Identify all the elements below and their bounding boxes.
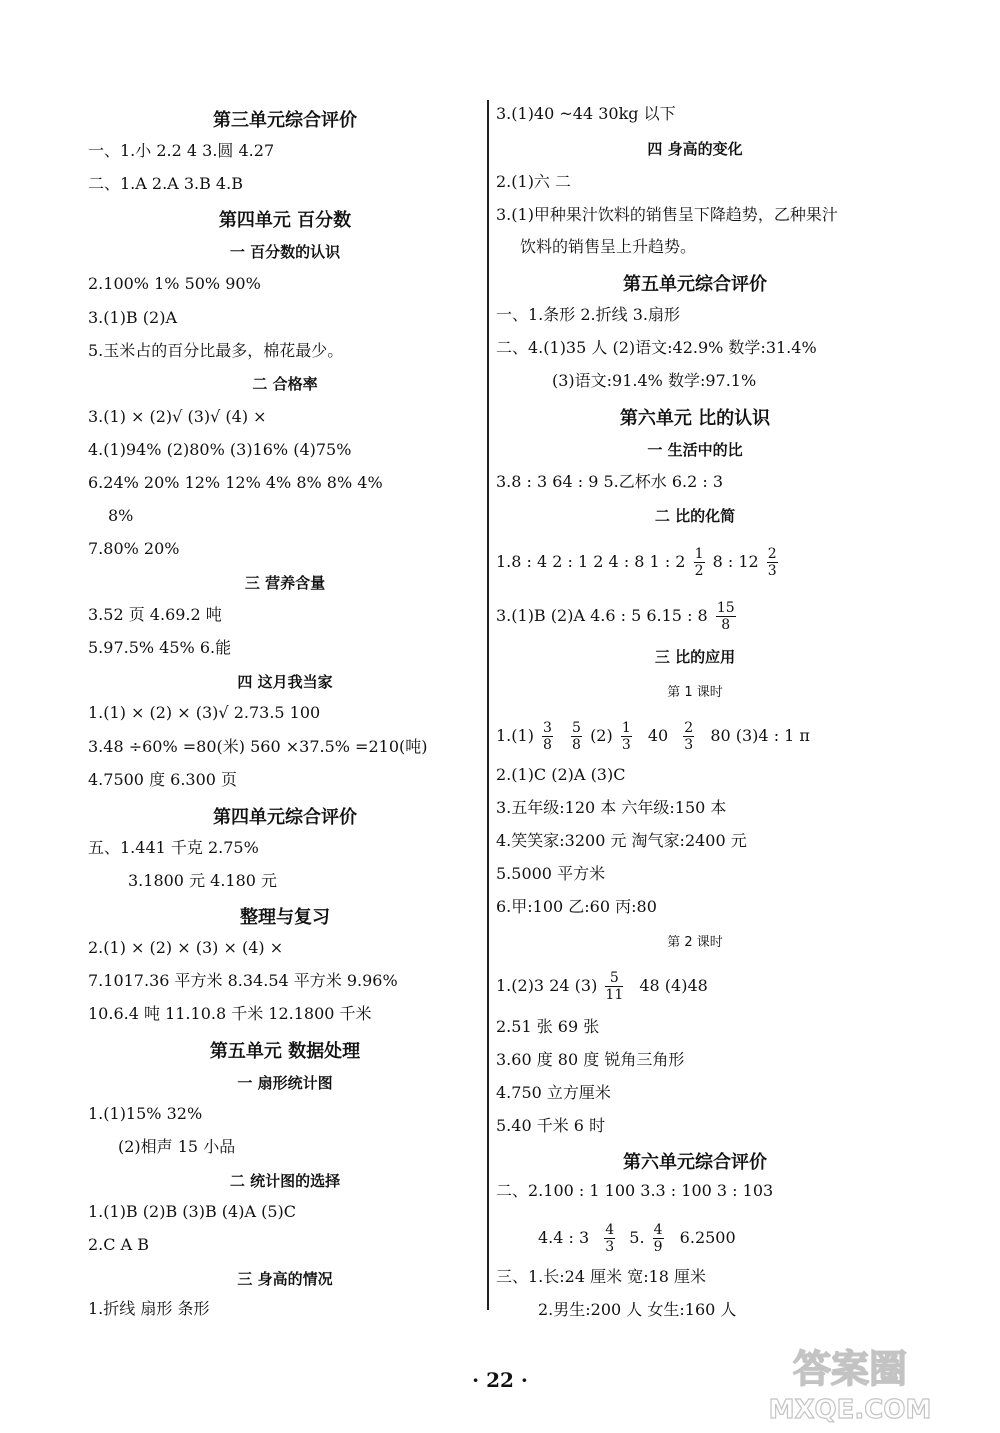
answer-line: 二、1.A 2.A 3.B 4.B <box>88 174 243 193</box>
denominator: 9 <box>653 1239 663 1255</box>
page-number: · 22 · <box>472 1368 528 1392</box>
fraction <box>716 600 736 633</box>
section-heading: 一 生活中的比 <box>647 441 743 459</box>
answer-text: 48 (4)48 <box>639 976 708 995</box>
denominator: 8 <box>572 737 581 753</box>
numerator: 5 <box>605 970 623 987</box>
answer-line: 1.(1)15% 32% <box>88 1104 203 1123</box>
numerator: 1 <box>694 546 704 562</box>
answer-text: 1.(2)3 24 (3) <box>496 976 598 995</box>
answer-line: 3.(1) × (2)√ (3)√ (4) × <box>88 407 267 426</box>
numerator: 15 <box>716 600 735 616</box>
answer-line: 6.24% 20% 12% 12% 4% 8% 8% 4% <box>88 473 383 492</box>
answer-text: 5. <box>629 1228 645 1247</box>
answer-text: 80 (3)4 : 1 π <box>710 726 810 745</box>
numerator: 4 <box>653 1222 663 1238</box>
numerator: 3 <box>543 720 552 736</box>
answer-line: 7.1017.36 平方米 8.34.54 平方米 9.96% <box>88 971 398 990</box>
answer-line: 7.80% 20% <box>88 539 180 558</box>
unit5-review-heading: 第五单元综合评价 <box>623 274 767 295</box>
denominator: 8 <box>721 617 731 633</box>
watermark-title: 答案圈 <box>792 1347 908 1391</box>
answer-line: 3.8 : 3 64 : 9 5.乙杯水 6.2 : 3 <box>496 472 724 491</box>
unit5-heading: 第五单元 数据处理 <box>209 1041 361 1062</box>
answer-text: (2) <box>590 726 613 745</box>
answer-line: 2.C A B <box>88 1235 149 1254</box>
answer-line: 五、1.441 千克 2.75% <box>88 838 259 857</box>
answer-line: 4.(1)94% (2)80% (3)16% (4)75% <box>88 440 352 459</box>
section-heading: 四 身高的变化 <box>647 140 743 158</box>
answer-line: (2)相声 15 小品 <box>118 1137 236 1156</box>
answer-line-with-fractions <box>496 600 739 633</box>
answer-line: 2.51 张 69 张 <box>496 1017 600 1036</box>
numerator: 1 <box>621 720 631 736</box>
answer-line-with-fractions <box>496 970 708 1003</box>
watermark-url: MXQE.COM <box>768 1395 932 1425</box>
answer-text: 8 : 12 <box>712 552 759 571</box>
fraction <box>605 970 623 1003</box>
denominator: 3 <box>605 1239 615 1255</box>
answer-line: 1.折线 扇形 条形 <box>88 1299 210 1318</box>
answer-line: 3.60 度 80 度 锐角三角形 <box>496 1050 685 1069</box>
answer-line: 二、2.100 : 1 100 3.3 : 100 3 : 103 <box>496 1181 774 1200</box>
denominator: 8 <box>543 737 552 753</box>
unit6-review-heading: 第六单元综合评价 <box>623 1152 767 1173</box>
numerator: 2 <box>767 546 777 562</box>
unit6-heading: 第六单元 比的认识 <box>619 408 771 429</box>
answer-line: 三、1.长:24 厘米 宽:18 厘米 <box>496 1267 707 1286</box>
answer-line: 8% <box>108 506 134 525</box>
review-heading: 整理与复习 <box>240 907 330 928</box>
denominator: 3 <box>767 563 777 579</box>
unit4-heading: 第四单元 百分数 <box>218 210 352 231</box>
lesson-heading: 第 2 课时 <box>667 935 723 950</box>
answer-line: 4.750 立方厘米 <box>496 1083 611 1102</box>
fraction <box>542 720 553 753</box>
answer-line: 2.(1) × (2) × (3) × (4) × <box>88 938 284 957</box>
answer-line: 3.52 页 4.69.2 吨 <box>88 605 222 624</box>
answer-line: 3.1800 元 4.180 元 <box>128 871 278 890</box>
answer-text: 1.8 : 4 2 : 1 2 4 : 8 1 : 2 <box>496 552 686 571</box>
watermark-logo <box>720 1340 980 1425</box>
answer-line: 3.48 ÷60% =80(米) 560 ×37.5% =210(吨) <box>88 737 428 756</box>
answer-line: 一、1.小 2.2 4 3.圆 4.27 <box>88 141 275 160</box>
denominator: 3 <box>621 737 631 753</box>
fraction <box>694 546 705 579</box>
section-heading: 三 比的应用 <box>654 648 736 666</box>
answer-line-with-fractions <box>538 1222 736 1255</box>
fraction <box>604 1222 615 1255</box>
section-heading: 一 百分数的认识 <box>229 243 341 261</box>
section-heading: 二 统计图的选择 <box>229 1172 341 1190</box>
answer-text: 1.(1) <box>496 726 534 745</box>
answer-line-with-fractions <box>496 546 781 579</box>
column-divider <box>487 100 489 1310</box>
answer-line: 3.(1)40 ~44 30kg 以下 <box>496 104 676 123</box>
answer-line: 二、4.(1)35 人 (2)语文:42.9% 数学:31.4% <box>496 338 817 357</box>
answer-line: 5.40 千米 6 时 <box>496 1116 606 1135</box>
unit4-review-heading: 第四单元综合评价 <box>213 807 357 828</box>
answer-text: 3.(1)B (2)A 4.6 : 5 6.15 : 8 <box>496 606 708 625</box>
section-heading: 二 比的化简 <box>654 507 736 525</box>
answer-line: 2.男生:200 人 女生:160 人 <box>538 1300 737 1319</box>
numerator: 4 <box>605 1222 615 1238</box>
answer-line: (3)语文:91.4% 数学:97.1% <box>552 371 757 390</box>
answer-text: 40 <box>647 726 669 745</box>
answer-line: 饮料的销售呈上升趋势。 <box>520 237 697 256</box>
denominator: 3 <box>684 737 694 753</box>
section-heading: 四 这月我当家 <box>237 673 333 691</box>
numerator: 5 <box>572 720 581 736</box>
answer-line: 5.97.5% 45% 6.能 <box>88 638 232 657</box>
answer-line: 1.(1)B (2)B (3)B (4)A (5)C <box>88 1202 296 1221</box>
section-heading: 一 扇形统计图 <box>237 1074 333 1092</box>
fraction <box>683 720 694 753</box>
answer-line: 2.100% 1% 50% 90% <box>88 274 261 293</box>
fraction <box>653 1222 664 1255</box>
unit3-review-heading: 第三单元综合评价 <box>213 110 357 131</box>
numerator: 2 <box>684 720 694 736</box>
answer-line: 5.玉米占的百分比最多，棉花最少。 <box>88 341 344 360</box>
fraction <box>767 546 778 579</box>
answer-line: 3.五年级:120 本 六年级:150 本 <box>496 798 727 817</box>
answer-line: 1.(1) × (2) × (3)√ 2.73.5 100 <box>88 703 321 722</box>
answer-text: 6.2500 <box>679 1228 736 1247</box>
answer-line: 3.(1)B (2)A <box>88 308 177 327</box>
fraction <box>621 720 632 753</box>
fraction <box>571 720 582 753</box>
answer-line: 10.6.4 吨 11.10.8 千米 12.1800 千米 <box>88 1004 372 1023</box>
answer-line: 一、1.条形 2.折线 3.扇形 <box>496 305 680 324</box>
lesson-heading: 第 1 课时 <box>667 685 723 700</box>
answer-line: 6.甲:100 乙:60 丙:80 <box>496 897 657 916</box>
answer-line: 4.笑笑家:3200 元 淘气家:2400 元 <box>496 831 747 850</box>
answer-line: 5.5000 平方米 <box>496 864 606 883</box>
denominator: 11 <box>605 987 624 1003</box>
answer-text: 4.4 : 3 <box>538 1228 590 1247</box>
answer-line-with-fractions <box>496 720 810 753</box>
section-heading: 三 营养含量 <box>244 574 326 592</box>
section-heading: 二 合格率 <box>252 375 318 393</box>
answer-line: 3.(1)甲种果汁饮料的销售呈下降趋势，乙种果汁 <box>496 205 838 224</box>
section-heading: 三 身高的情况 <box>237 1270 333 1288</box>
denominator: 2 <box>694 563 704 579</box>
answer-line: 2.(1)六 二 <box>496 172 572 191</box>
answer-line: 2.(1)C (2)A (3)C <box>496 765 626 784</box>
answer-line: 4.7500 度 6.300 页 <box>88 770 238 789</box>
